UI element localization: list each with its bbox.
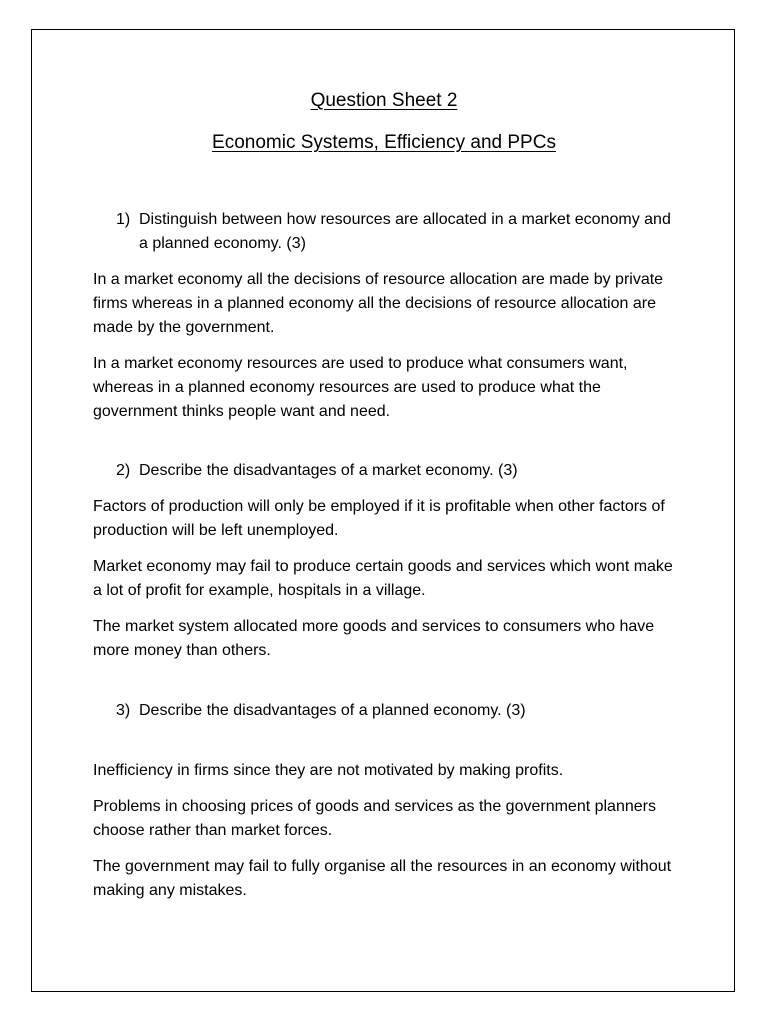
question-number: 1) [116,211,131,228]
question-2 [116,459,676,483]
question-text: Distinguish between how resources are allocated in a market economy and a planned economy. (3) [139,211,671,252]
answer-paragraph: The government may fail to fully organise all the resources in an economy without making any mistakes. [93,858,672,899]
answer-paragraph: The market system allocated more goods and services to consumers who have more money than others. [93,618,655,659]
answer-block-1b [93,352,683,424]
answer-block-2a [93,495,683,543]
answer-paragraph: In a market economy resources are used to produce what consumers want, whereas in a planned economy resources are used to produce what the government thinks people want and need. [93,355,628,420]
question-text: Describe the disadvantages of a planned economy. (3) [139,702,526,719]
question-text: Describe the disadvantages of a market economy. (3) [139,462,518,479]
answer-paragraph: Factors of production will only be employed if it is profitable when other factors of production will be left unemployed. [93,498,665,539]
page-title: Question Sheet 2 [310,90,458,111]
answer-block-2c [93,615,683,663]
answer-block-3c [93,855,683,903]
page-subtitle: Economic Systems, Efficiency and PPCs [212,132,556,153]
answer-block-3b [93,795,683,843]
answer-paragraph: In a market economy all the decisions of resource allocation are made by private firms whereas in a planned economy all the decisions of resource allocation are made by the government. [93,271,664,336]
answer-paragraph: Inefficiency in firms since they are not motivated by making profits. [93,762,564,779]
question-1 [116,208,676,256]
answer-block-1 [93,268,683,340]
answer-block-2b [93,555,683,603]
question-number: 3) [116,702,131,719]
answer-paragraph: Problems in choosing prices of goods and services as the government planners choose rather than market forces. [93,798,656,839]
question-3 [116,699,676,723]
answer-block-3a [93,759,683,783]
answer-paragraph: Market economy may fail to produce certain goods and services which wont make a lot of profit for example, hospitals in a village. [93,558,673,599]
question-number: 2) [116,462,131,479]
